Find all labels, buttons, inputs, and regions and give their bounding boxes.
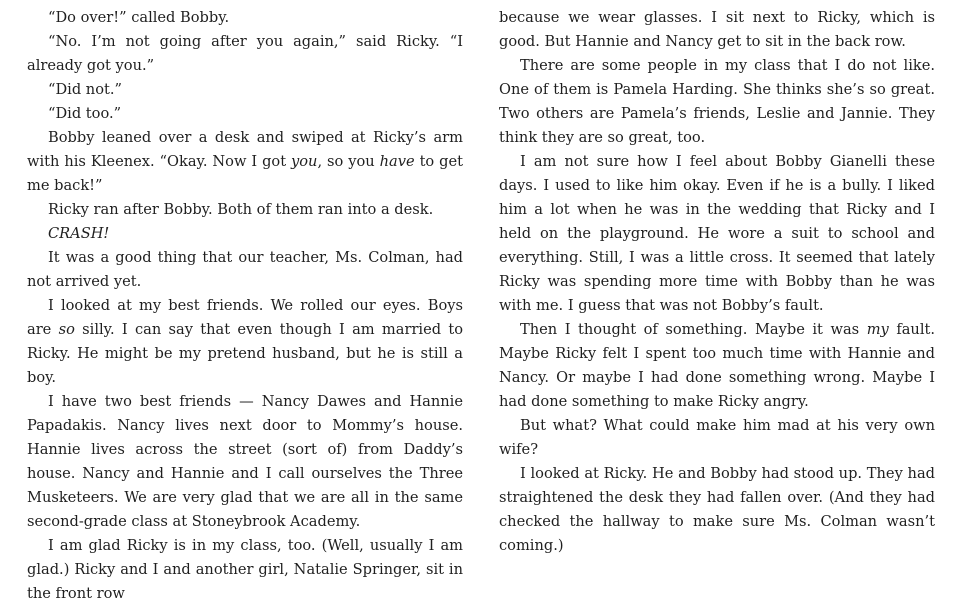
text-segment: “Do over!” called Bobby. [48,9,230,26]
paragraph [499,318,935,414]
italic-text: CRASH! [48,225,110,242]
text-segment: I am glad Ricky is in my class, too. (Well, usually I am glad.) Ricky and I and another girl, Natalie Springer, sit in the front row [27,537,463,602]
text-segment: I have two best friends — Nancy Dawes and Hannie Papadakis. Nancy lives next door to Mommy’s house. Hannie lives across the street (sort of) from Daddy’s house. Nancy and Hannie and I call ourselves the Three Musketeers. We are very glad that we are all in the same second-grade class at Stoneybrook Academy. [27,393,463,530]
paragraph [27,246,463,294]
paragraph [27,102,463,126]
text-segment: I am not sure how I feel about Bobby Gianelli these days. I used to like him okay. Even if he is a bully. I liked him a lot when he was in the wedding that Ricky and I held on the playground. He wore a suit to school and everything. Still, I was a little cross. It seemed that lately Ricky was spending more time with Bobby than he was with me. I guess that was not Bobby’s fault. [499,153,935,314]
paragraph [27,534,463,606]
text-segment: Bobby leaned over a desk and swiped at Ricky’s arm with his Kleenex. “Okay. Now I got [27,129,463,170]
text-segment: “No. I’m not going after you again,” said Ricky. “I already got you.” [27,33,463,74]
text-segment: , so you [317,153,380,170]
paragraph [499,6,935,54]
italic-text: have [379,153,415,170]
text-segment: silly. I can say that even though I am married to Ricky. He might be my pretend husband, but he is still a boy. [27,321,464,386]
text-segment: because we wear glasses. I sit next to Ricky, which is good. But Hannie and Nancy get to sit in the back row. [499,9,935,50]
paragraph [27,126,463,198]
paragraph [499,414,935,462]
paragraph [27,294,463,390]
text-segment: Then I thought of something. Maybe it was [520,321,867,338]
text-segment: Ricky ran after Bobby. Both of them ran into a desk. [48,201,434,218]
paragraph [499,54,935,150]
text-segment: “Did too.” [48,105,122,122]
paragraph [27,30,463,78]
text-segment: I looked at my best friends. We rolled our eyes. Boys are [27,297,463,338]
left-page [27,6,463,606]
text-segment: “Did not.” [48,81,122,98]
text-segment: I looked at Ricky. He and Bobby had stood up. They had straightened the desk they had fallen over. (And they had checked the hallway to make sure Ms. Colman wasn’t coming.) [499,465,935,554]
text-segment: There are some people in my class that I do not like. One of them is Pamela Harding. She thinks she’s so great. Two others are Pamela’s friends, Leslie and Jannie. They think they are so great, too. [499,57,935,146]
right-page [499,6,935,558]
paragraph [27,222,463,246]
text-segment: fault. Maybe Ricky felt I spent too much time with Hannie and Nancy. Or maybe I had done something wrong. Maybe I had done something to make Ricky angry. [499,321,935,410]
paragraph [27,390,463,534]
italic-text: you [291,153,318,170]
paragraph [27,78,463,102]
text-segment: to get me back!” [27,153,463,194]
italic-text: my [866,321,889,338]
paragraph [27,6,463,30]
paragraph [27,198,463,222]
paragraph [499,462,935,558]
text-segment: It was a good thing that our teacher, Ms. Colman, had not arrived yet. [27,249,463,290]
text-segment: But what? What could make him mad at his very own wife? [499,417,935,458]
italic-text: so [58,321,75,338]
paragraph [499,150,935,318]
